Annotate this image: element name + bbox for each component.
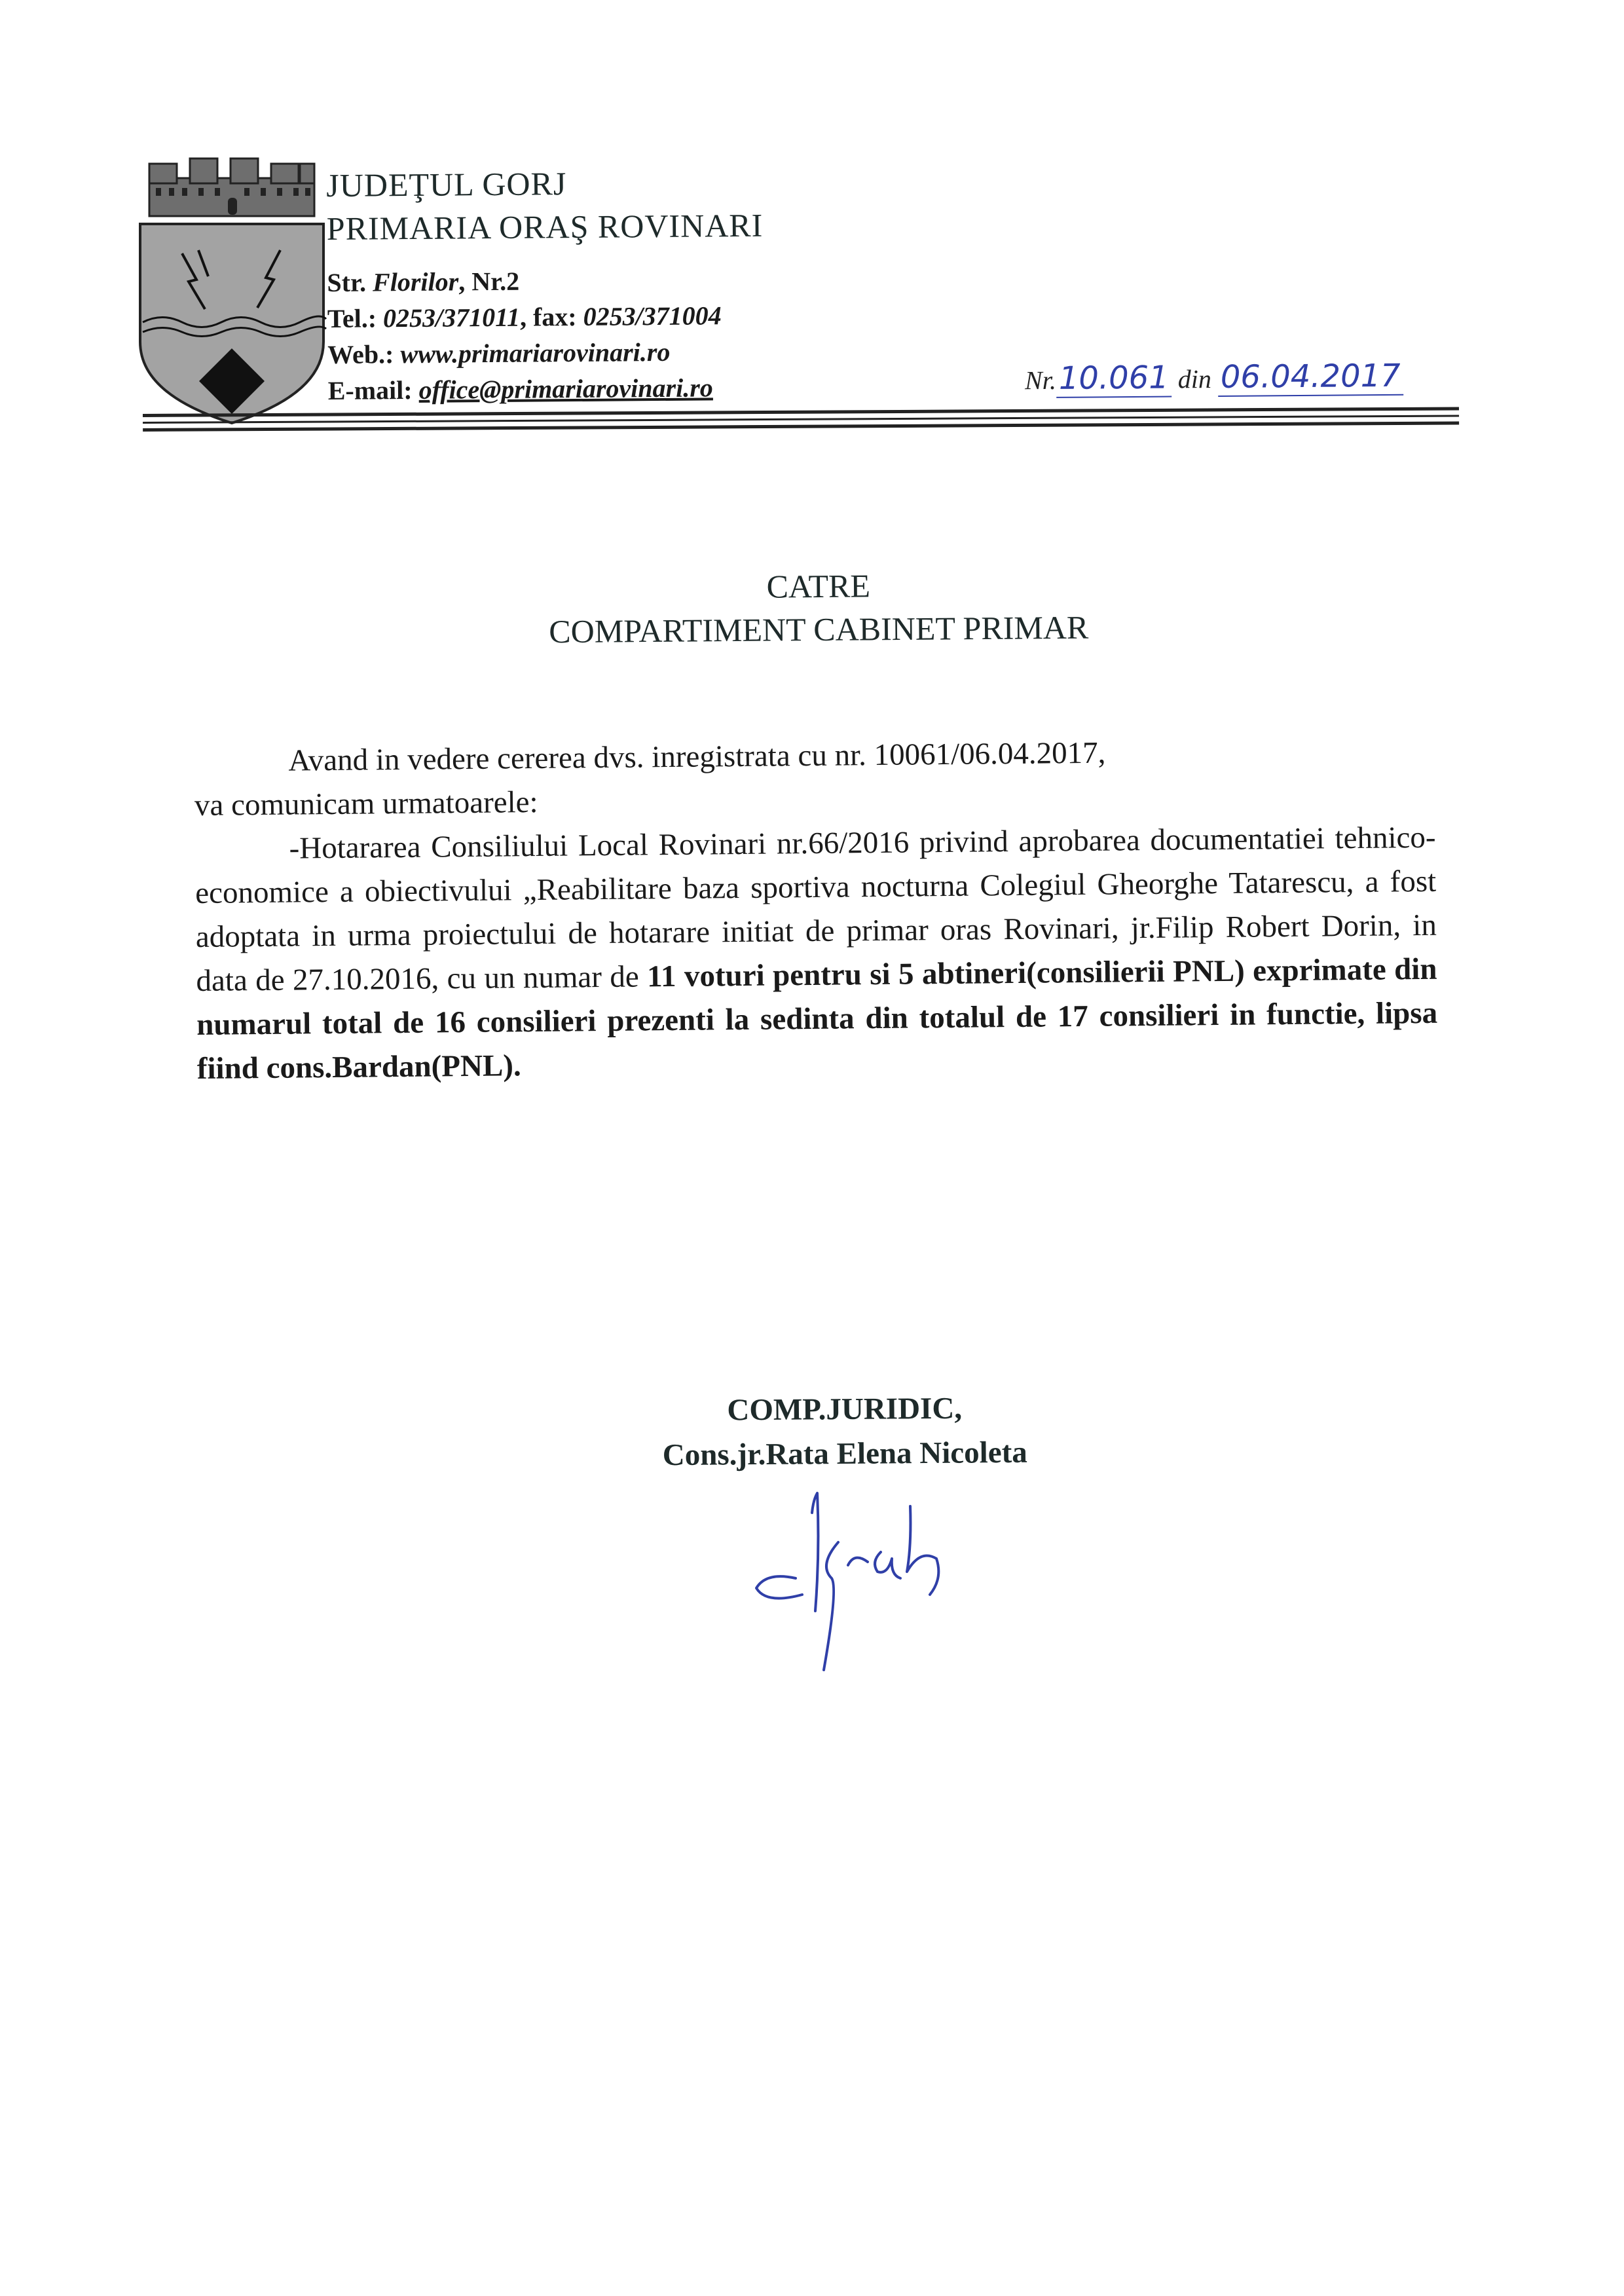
- email-link[interactable]: office@primariarovinari.ro: [418, 373, 713, 405]
- vote-result-text: 11 voturi pentru si 5 abtineri(consilierii PNL) exprimate din numarul total de 16 consilieri prezenti la sedinta din totalul de 17 consilieri in functie, lipsa fiind cons.Bardan(PNL).: [196, 952, 1438, 1086]
- email-label: E-mail:: [327, 375, 419, 405]
- header-divider: [143, 407, 1459, 440]
- recipient-line-1: CATRE: [766, 567, 871, 605]
- recipient-line-2: COMPARTIMENT CABINET PRIMAR: [549, 608, 1089, 650]
- reg-din: din: [1177, 364, 1212, 394]
- reg-date-handwritten: 06.04.2017: [1218, 358, 1403, 397]
- tel-value: 0253/371011: [382, 302, 521, 333]
- intro-line-2: va comunicam urmatoarele:: [194, 785, 538, 823]
- decision-text: -Hotararea Consiliului Local Rovinari nr.66/2016 privind aprobarea documentatiei tehnico-economice a obiectivului „Reabilitare baza sportiva nocturna Colegiul Gheorghe Tatarescu, a fost adoptata in urma proiectului de hotarare initiat de primar oras Rovinari, jr.Filip Robert Dorin, in data de 27.10.2016, cu un numar de: [194, 820, 1437, 998]
- web-label: Web.:: [327, 339, 401, 369]
- recipient-block: [393, 561, 1245, 654]
- handwritten-signature: [740, 1473, 989, 1683]
- letterhead: [326, 158, 1048, 409]
- signatory-name: Cons.jr.Rata Elena Nicoleta: [662, 1435, 1027, 1473]
- email-line: [328, 367, 1048, 409]
- web-link[interactable]: www.primariarovinari.ro: [400, 337, 671, 369]
- address-label: Str.: [327, 267, 373, 297]
- fax-value: 0253/371004: [583, 301, 722, 331]
- phone-line: [327, 295, 1048, 337]
- city-hall-name: PRIMARIA ORAŞ ROVINARI: [326, 206, 764, 247]
- county-name: JUDEŢUL GORJ: [326, 165, 567, 204]
- reg-number-handwritten: 10.061: [1056, 360, 1172, 398]
- intro-line-1: Avand in vedere cererea dvs. inregistrata cu nr. 10061/06.04.2017,: [288, 735, 1106, 778]
- coat-of-arms-icon: [136, 152, 327, 427]
- reg-prefix: Nr.: [1024, 365, 1057, 396]
- tel-label: Tel.:: [327, 303, 384, 333]
- web-line: [327, 331, 1048, 373]
- registration-number: [1025, 358, 1403, 399]
- fax-label: , fax:: [519, 301, 583, 332]
- letter-body: [194, 728, 1438, 1091]
- department-name: COMP.JURIDIC,: [727, 1391, 963, 1428]
- signature-block: [576, 1385, 1113, 1478]
- address-number: , Nr.2: [458, 266, 520, 297]
- address-street: Florilor: [372, 267, 459, 297]
- address-line: [327, 259, 1047, 301]
- decision-paragraph: [194, 816, 1438, 1091]
